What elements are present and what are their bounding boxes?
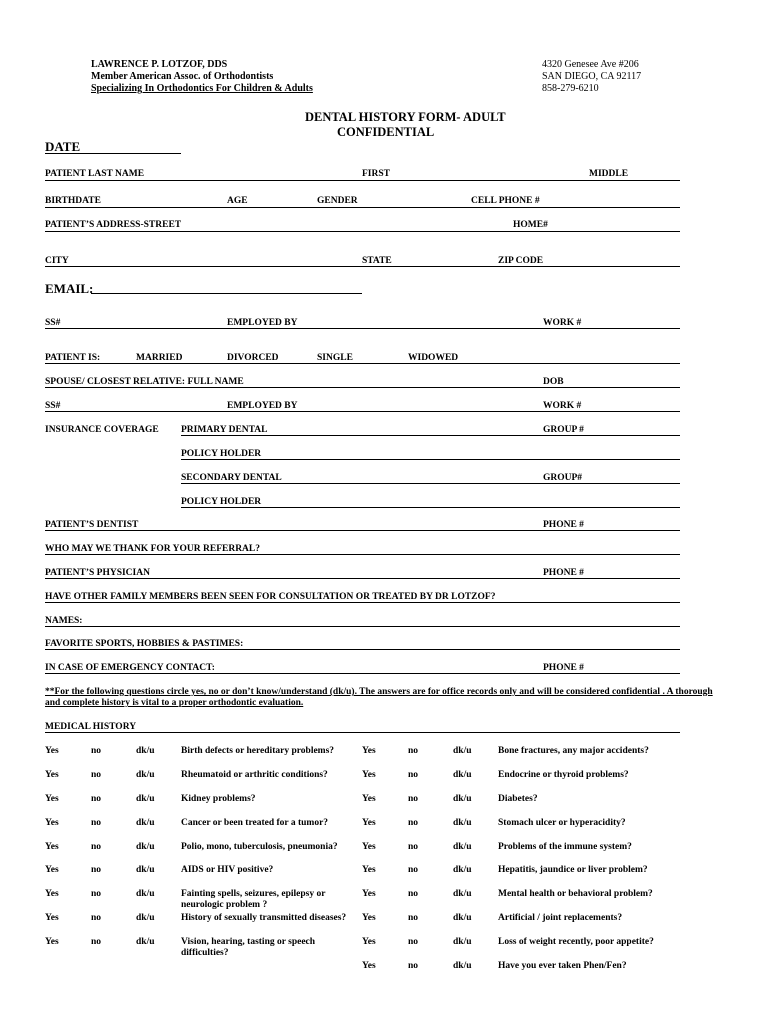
right-dku-option[interactable]: dk/u bbox=[453, 913, 472, 923]
spouse-ss-line[interactable] bbox=[45, 411, 680, 412]
right-question: Problems of the immune system? bbox=[498, 842, 632, 852]
primary-dental-line[interactable] bbox=[181, 435, 680, 436]
referral-line[interactable] bbox=[45, 554, 680, 555]
address-line[interactable] bbox=[45, 231, 680, 232]
left-question: Cancer or been treated for a tumor? bbox=[181, 818, 329, 828]
spouse-line[interactable] bbox=[45, 387, 680, 388]
secondary-dental-label: SECONDARY DENTAL bbox=[181, 473, 282, 483]
right-dku-option[interactable]: dk/u bbox=[453, 818, 472, 828]
doctor-name: LAWRENCE P. LOTZOF, DDS bbox=[91, 59, 228, 70]
office-phone: 858-279-6210 bbox=[542, 83, 599, 94]
left-question: Vision, hearing, tasting or speech difficulties? bbox=[181, 937, 316, 958]
left-no-option[interactable]: no bbox=[91, 746, 102, 756]
right-no-option[interactable]: no bbox=[408, 746, 419, 756]
secondary-dental-line[interactable] bbox=[181, 483, 680, 484]
patient-is-label: PATIENT IS: bbox=[45, 353, 101, 363]
policy-holder-1-line[interactable] bbox=[181, 459, 680, 460]
medical-history-label: MEDICAL HISTORY bbox=[45, 722, 137, 732]
spouse-work-phone-label: WORK # bbox=[543, 401, 582, 411]
left-yes-option[interactable]: Yes bbox=[45, 937, 59, 947]
referral-label: WHO MAY WE THANK FOR YOUR REFERRAL? bbox=[45, 544, 260, 554]
spouse-ss-label: SS# bbox=[45, 401, 61, 411]
right-dku-option[interactable]: dk/u bbox=[453, 746, 472, 756]
insurance-label: INSURANCE COVERAGE bbox=[45, 425, 159, 435]
left-question: Birth defects or hereditary problems? bbox=[181, 746, 335, 756]
right-yes-option[interactable]: Yes bbox=[362, 818, 376, 828]
birthdate-label: BIRTHDATE bbox=[45, 196, 101, 206]
address-line-1: 4320 Genesee Ave #206 bbox=[542, 59, 639, 70]
group-2-label: GROUP# bbox=[543, 473, 583, 483]
right-yes-option[interactable]: Yes bbox=[362, 746, 376, 756]
right-no-option[interactable]: no bbox=[408, 865, 419, 875]
city-label: CITY bbox=[45, 256, 69, 266]
left-no-option[interactable]: no bbox=[91, 913, 102, 923]
gender-label: GENDER bbox=[317, 196, 358, 206]
left-dku-option[interactable]: dk/u bbox=[136, 865, 155, 875]
membership: Member American Assoc. of Orthodontists bbox=[91, 71, 274, 82]
left-no-option[interactable]: no bbox=[91, 818, 102, 828]
date-label: DATE bbox=[45, 139, 81, 154]
dentist-label: PATIENT’S DENTIST bbox=[45, 520, 139, 530]
right-question: Mental health or behavioral problem? bbox=[498, 889, 653, 899]
right-yes-option[interactable]: Yes bbox=[362, 842, 376, 852]
instructions: **For the following questions circle yes, no or don’t know/understand (dk/u). The answers are for office records only and will be considered confidential . A thorough and complete history is vital to a proper orthodontic evaluation. bbox=[45, 687, 713, 708]
name-line[interactable] bbox=[45, 180, 680, 181]
left-question: History of sexually transmitted diseases? bbox=[181, 913, 347, 923]
right-dku-option[interactable]: dk/u bbox=[453, 842, 472, 852]
right-dku-option[interactable]: dk/u bbox=[453, 865, 472, 875]
left-yes-option[interactable]: Yes bbox=[45, 865, 59, 875]
medical-history-line bbox=[45, 732, 680, 733]
right-question: Artificial / joint replacements? bbox=[498, 913, 623, 923]
right-question: Hepatitis, jaundice or liver problem? bbox=[498, 865, 648, 875]
right-no-option[interactable]: no bbox=[408, 961, 419, 971]
home-phone-label: HOME# bbox=[513, 220, 548, 230]
physician-line[interactable] bbox=[45, 578, 680, 579]
left-question: Rheumatoid or arthritic conditions? bbox=[181, 770, 328, 780]
address-street-label: PATIENT’S ADDRESS-STREET bbox=[45, 220, 182, 230]
right-no-option[interactable]: no bbox=[408, 913, 419, 923]
group-1-label: GROUP # bbox=[543, 425, 584, 435]
right-yes-option[interactable]: Yes bbox=[362, 913, 376, 923]
left-dku-option[interactable]: dk/u bbox=[136, 937, 155, 947]
left-no-option[interactable]: no bbox=[91, 865, 102, 875]
married-option[interactable]: MARRIED bbox=[136, 353, 183, 363]
right-dku-option[interactable]: dk/u bbox=[453, 770, 472, 780]
marital-line bbox=[45, 363, 680, 364]
right-yes-option[interactable]: Yes bbox=[362, 889, 376, 899]
left-dku-option[interactable]: dk/u bbox=[136, 746, 155, 756]
left-dku-option[interactable]: dk/u bbox=[136, 913, 155, 923]
right-dku-option[interactable]: dk/u bbox=[453, 889, 472, 899]
birthdate-line[interactable] bbox=[45, 207, 680, 208]
right-dku-option[interactable]: dk/u bbox=[453, 794, 472, 804]
right-no-option[interactable]: no bbox=[408, 818, 419, 828]
dentist-line[interactable] bbox=[45, 530, 680, 531]
cell-phone-label: CELL PHONE # bbox=[471, 196, 540, 206]
email-line[interactable] bbox=[91, 293, 362, 294]
right-yes-option[interactable]: Yes bbox=[362, 865, 376, 875]
physician-phone-label: PHONE # bbox=[543, 568, 584, 578]
middle-name-label: MIDDLE bbox=[589, 169, 629, 179]
primary-dental-label: PRIMARY DENTAL bbox=[181, 425, 268, 435]
specialty: Specializing In Orthodontics For Children & Adults bbox=[91, 83, 313, 94]
right-question: Loss of weight recently, poor appetite? bbox=[498, 937, 654, 947]
zip-label: ZIP CODE bbox=[498, 256, 544, 266]
first-name-label: FIRST bbox=[362, 169, 390, 179]
left-question: Fainting spells, seizures, epilepsy or neurologic problem ? bbox=[181, 889, 326, 910]
divorced-option[interactable]: DIVORCED bbox=[227, 353, 279, 363]
left-yes-option[interactable]: Yes bbox=[45, 770, 59, 780]
policy-holder-2-label: POLICY HOLDER bbox=[181, 497, 262, 507]
left-yes-option[interactable]: Yes bbox=[45, 889, 59, 899]
left-dku-option[interactable]: dk/u bbox=[136, 818, 155, 828]
policy-holder-1-label: POLICY HOLDER bbox=[181, 449, 262, 459]
employed-by-label: EMPLOYED BY bbox=[227, 318, 298, 328]
family-line[interactable] bbox=[45, 602, 680, 603]
email-label: EMAIL: bbox=[45, 281, 94, 296]
ss-line[interactable] bbox=[45, 328, 680, 329]
last-name-label: PATIENT LAST NAME bbox=[45, 169, 145, 179]
right-yes-option[interactable]: Yes bbox=[362, 770, 376, 780]
form-subtitle: CONFIDENTIAL bbox=[337, 125, 435, 139]
right-question: Diabetes? bbox=[498, 794, 538, 804]
family-label: HAVE OTHER FAMILY MEMBERS BEEN SEEN FOR CONSULTATION OR TREATED BY DR LOTZOF? bbox=[45, 592, 496, 602]
left-question: AIDS or HIV positive? bbox=[181, 865, 274, 875]
left-no-option[interactable]: no bbox=[91, 937, 102, 947]
physician-label: PATIENT’S PHYSICIAN bbox=[45, 568, 150, 578]
hobbies-label: FAVORITE SPORTS, HOBBIES & PASTIMES: bbox=[45, 639, 244, 649]
form-title: DENTAL HISTORY FORM- ADULT bbox=[305, 110, 506, 124]
right-question: Have you ever taken Phen/Fen? bbox=[498, 961, 627, 971]
right-question: Endocrine or thyroid problems? bbox=[498, 770, 629, 780]
single-option[interactable]: SINGLE bbox=[317, 353, 353, 363]
left-dku-option[interactable]: dk/u bbox=[136, 889, 155, 899]
emergency-phone-label: PHONE # bbox=[543, 663, 584, 673]
left-yes-option[interactable]: Yes bbox=[45, 842, 59, 852]
names-label: NAMES: bbox=[45, 616, 83, 626]
date-line[interactable] bbox=[45, 153, 181, 154]
left-question: Polio, mono, tuberculosis, pneumonia? bbox=[181, 842, 338, 852]
right-no-option[interactable]: no bbox=[408, 842, 419, 852]
emergency-label: IN CASE OF EMERGENCY CONTACT: bbox=[45, 663, 215, 673]
right-no-option[interactable]: no bbox=[408, 794, 419, 804]
dentist-phone-label: PHONE # bbox=[543, 520, 584, 530]
left-yes-option[interactable]: Yes bbox=[45, 913, 59, 923]
age-label: AGE bbox=[227, 196, 248, 206]
policy-holder-2-line[interactable] bbox=[181, 507, 680, 508]
dob-label: DOB bbox=[543, 377, 564, 387]
city-line[interactable] bbox=[45, 266, 680, 267]
right-question: Bone fractures, any major accidents? bbox=[498, 746, 649, 756]
left-no-option[interactable]: no bbox=[91, 794, 102, 804]
names-line[interactable] bbox=[45, 626, 680, 627]
spouse-employed-by-label: EMPLOYED BY bbox=[227, 401, 298, 411]
left-dku-option[interactable]: dk/u bbox=[136, 842, 155, 852]
right-yes-option[interactable]: Yes bbox=[362, 794, 376, 804]
hobbies-line[interactable] bbox=[45, 649, 680, 650]
right-no-option[interactable]: no bbox=[408, 770, 419, 780]
left-yes-option[interactable]: Yes bbox=[45, 818, 59, 828]
right-yes-option[interactable]: Yes bbox=[362, 961, 376, 971]
right-no-option[interactable]: no bbox=[408, 889, 419, 899]
left-yes-option[interactable]: Yes bbox=[45, 746, 59, 756]
right-dku-option[interactable]: dk/u bbox=[453, 937, 472, 947]
right-no-option[interactable]: no bbox=[408, 937, 419, 947]
left-dku-option[interactable]: dk/u bbox=[136, 770, 155, 780]
left-no-option[interactable]: no bbox=[91, 889, 102, 899]
left-no-option[interactable]: no bbox=[91, 842, 102, 852]
ss-label: SS# bbox=[45, 318, 61, 328]
widowed-option[interactable]: WIDOWED bbox=[408, 353, 459, 363]
work-phone-label: WORK # bbox=[543, 318, 582, 328]
spouse-label: SPOUSE/ CLOSEST RELATIVE: FULL NAME bbox=[45, 377, 244, 387]
emergency-line[interactable] bbox=[45, 673, 680, 674]
left-yes-option[interactable]: Yes bbox=[45, 794, 59, 804]
left-no-option[interactable]: no bbox=[91, 770, 102, 780]
right-yes-option[interactable]: Yes bbox=[362, 937, 376, 947]
left-question: Kidney problems? bbox=[181, 794, 256, 804]
right-dku-option[interactable]: dk/u bbox=[453, 961, 472, 971]
state-label: STATE bbox=[362, 256, 392, 266]
left-dku-option[interactable]: dk/u bbox=[136, 794, 155, 804]
right-question: Stomach ulcer or hyperacidity? bbox=[498, 818, 626, 828]
address-line-2: SAN DIEGO, CA 92117 bbox=[542, 71, 642, 82]
